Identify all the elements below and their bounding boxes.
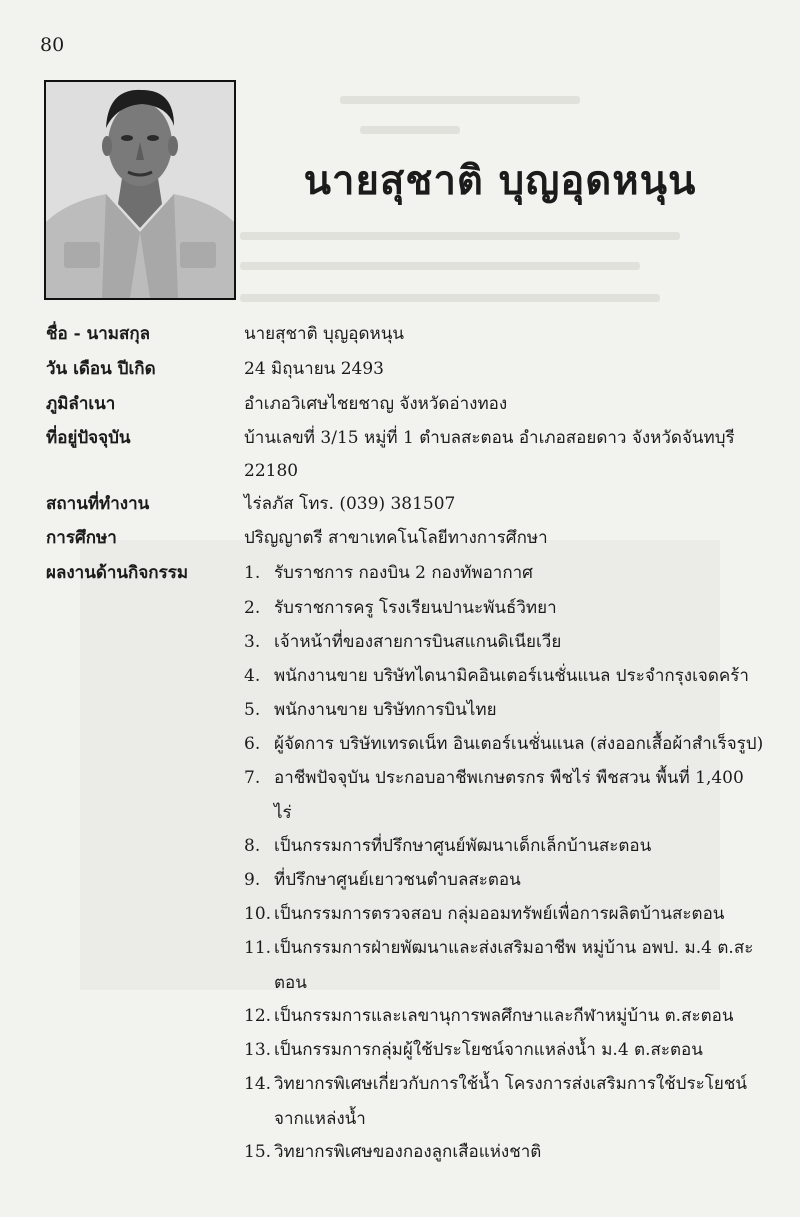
list-item-number: 8. — [244, 836, 261, 856]
address-value: บ้านเลขที่ 3/15 หมู่ที่ 1 ตำบลสะตอน อำเภอสอยดาว จังหวัดจันทบุรี — [244, 428, 735, 448]
list-item-number: 3. — [244, 632, 261, 652]
list-item-number: 4. — [244, 666, 261, 686]
education-label: การศึกษา — [46, 528, 117, 548]
workplace-value: ไร่ลภัส โทร. (039) 381507 — [244, 494, 456, 514]
list-item-number: 11. — [244, 938, 272, 958]
hometown-label: ภูมิลำเนา — [46, 394, 116, 414]
bleed-through-line — [360, 126, 460, 134]
education-value: ปริญญาตรี สาขาเทคโนโลยีทางการศึกษา — [244, 528, 548, 548]
hometown-value: อำเภอวิเศษไชยชาญ จังหวัดอ่างทอง — [244, 394, 508, 414]
list-item: วิทยากรพิเศษของกองลูกเสือแห่งชาติ — [274, 1142, 542, 1162]
list-item: เป็นกรรมการและเลขานุการพลศึกษาและกีฬาหมู่บ้าน ต.สะตอน — [274, 1006, 734, 1026]
page-title: นายสุชาติ บุญอุดหนุน — [303, 157, 697, 204]
list-item-number: 14. — [244, 1074, 272, 1094]
portrait-icon — [46, 82, 234, 298]
list-item: เป็นกรรมการกลุ่มผู้ใช้ประโยชน์จากแหล่งน้ำ ม.4 ต.สะตอน — [274, 1040, 703, 1060]
page-number: 80 — [40, 34, 65, 56]
list-item-number: 12. — [244, 1006, 272, 1026]
list-item: รับราชการ กองบิน 2 กองทัพอากาศ — [274, 563, 533, 583]
portrait-photo — [44, 80, 236, 300]
list-item: เป็นกรรมการฝ่ายพัฒนาและส่งเสริมอาชีพ หมู่บ้าน อพป. ม.4 ต.สะตอน — [274, 938, 754, 993]
list-item: ผู้จัดการ บริษัทเทรดเน็ท อินเตอร์เนชั่นแนล (ส่งออกเสื้อผ้าสำเร็จรูป) — [274, 734, 764, 754]
list-item: เจ้าหน้าที่ของสายการบินสแกนดิเนียเวีย — [274, 632, 562, 652]
list-item-number: 9. — [244, 870, 261, 890]
list-item-number: 13. — [244, 1040, 272, 1060]
list-item: อาชีพปัจจุบัน ประกอบอาชีพเกษตรกร พืชไร่ พืชสวน พื้นที่ 1,400 ไร่ — [274, 768, 744, 823]
bleed-through-line — [240, 232, 680, 240]
bleed-through-line — [340, 96, 580, 104]
list-item-number: 1. — [244, 563, 261, 583]
list-item-number: 6. — [244, 734, 261, 754]
list-item: เป็นกรรมการที่ปรึกษาศูนย์พัฒนาเด็กเล็กบ้านสะตอน — [274, 836, 652, 856]
name-label: ชื่อ - นามสกุล — [46, 324, 151, 344]
workplace-label: สถานที่ทำงาน — [46, 494, 150, 514]
address-label: ที่อยู่ปัจจุบัน — [46, 428, 131, 448]
list-item-number: 7. — [244, 768, 261, 788]
list-item: วิทยากรพิเศษเกี่ยวกับการใช้น้ำ โครงการส่งเสริมการใช้ประโยชน์ จากแหล่งน้ำ — [274, 1074, 747, 1129]
birthdate-value: 24 มิถุนายน 2493 — [244, 359, 384, 379]
list-item: เป็นกรรมการตรวจสอบ กลุ่มออมทรัพย์เพื่อการผลิตบ้านสะตอน — [274, 904, 725, 924]
address-postcode: 22180 — [244, 461, 299, 481]
list-item: พนักงานขาย บริษัทไดนามิคอินเตอร์เนชั่นแนล ประจำกรุงเจดคร้า — [274, 666, 749, 686]
bleed-through-line — [240, 294, 660, 302]
birthdate-label: วัน เดือน ปีเกิด — [46, 359, 156, 379]
bleed-through-line — [240, 262, 640, 270]
list-item-number: 5. — [244, 700, 261, 720]
list-item: รับราชการครู โรงเรียนปานะพันธ์วิทยา — [274, 598, 557, 618]
activities-label: ผลงานด้านกิจกรรม — [46, 563, 189, 583]
list-item-number: 15. — [244, 1142, 272, 1162]
list-item-number: 10. — [244, 904, 272, 924]
list-item-number: 2. — [244, 598, 261, 618]
list-item: พนักงานขาย บริษัทการบินไทย — [274, 700, 497, 720]
list-item: ที่ปรึกษาศูนย์เยาวชนตำบลสะตอน — [274, 870, 521, 890]
name-value: นายสุชาติ บุญอุดหนุน — [244, 324, 405, 344]
